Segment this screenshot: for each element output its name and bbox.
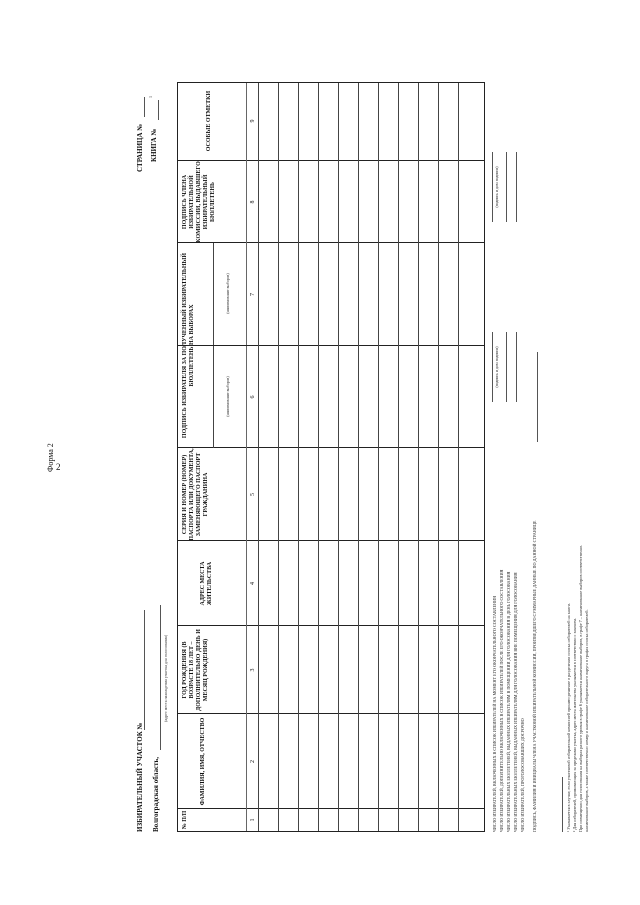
sum-line-d [516,152,517,222]
table-row [358,83,359,831]
region-caption: (адрес места нахождения участка для голосования) [163,634,168,722]
summary-note-3: ЧИСЛО ИЗБИРАТЕЛЬНЫХ БЮЛЛЕТЕНЕЙ, ВЫДАННЫХ ИЗБИРАТЕЛЯМ В ПОМЕЩЕНИИ ДЛЯ ГОЛОСОВАНИЯ В ДЕНЬ ГОЛОСОВАНИЯ [506,571,511,832]
col-header-passport: СЕРИЯ И НОМЕР (НОМЕР) ПАСПОРТА ИЛИ ДОКУМЕНТА, ЗАМЕНЯЮЩЕГО ПАСПОРТ ГРАЖДАНИНА [182,448,209,541]
table-row [458,83,459,831]
region-address-line [160,605,161,750]
col-header-name: ФАМИЛИЯ, ИМЯ, ОТЧЕСТВО [200,717,206,806]
footnote-3: При совмещении дня голосования на выборах разного уровня в графе 6 указывается наименование выборов, в графе 7 – наименование выборов соответственно. [578,544,583,832]
table-row [318,83,319,831]
sign-line-2 [492,152,493,222]
table-row [438,83,439,831]
col-header-member-signature: ПОДПИСЬ ЧЛЕНА ИЗБИРАТЕЛЬНОЙ КОМИССИИ, ВЫДАВШЕГО ИЗБИРАТЕЛЬНЫЙ БЮЛЛЕТЕНЬ [182,161,216,243]
summary-signature-line [537,352,538,442]
col-num-1: 1 [250,818,256,822]
district-label: ИЗБИРАТЕЛЬНЫЙ УЧАСТОК № [136,722,144,832]
col-header-notes: ОСОБЫЕ ОТМЕТКИ [206,90,212,152]
col-num-7: 7 [250,293,256,296]
col-num-2: 2 [250,760,256,763]
subcol-caption-2: (наименование выборов) [226,273,230,314]
region-label: Волгоградская область, [152,757,160,832]
col-header-voter-signature: ПОДПИСЬ ИЗБИРАТЕЛЯ ЗА ПОЛУЧЕННЫЙ ИЗБИРАТЕЛЬНЫЙ БЮЛЛЕТЕНЬ НА ВЫБОРАХ [182,252,195,439]
col-header-birth: ГОД РОЖДЕНИЯ (В ВОЗРАСТЕ 18 ЛЕТ – ДОПОЛНИТЕЛЬНО ДЕНЬ И МЕСЯЦ РОЖДЕНИЯ) [182,629,209,711]
page-label: СТРАНИЦА № [136,123,144,172]
voter-table [177,82,485,832]
sum-line-a [506,332,507,402]
col-header-address: АДРЕС МЕСТА ЖИТЕЛЬСТВА [200,561,213,606]
table-row [338,83,339,831]
subcol-caption-1: (наименование выборов) [226,376,230,417]
sum-line-c [516,332,517,402]
col-num-4: 4 [250,582,256,585]
page-number: 2 [56,462,61,472]
table-row [378,83,379,831]
sign-line-1 [492,332,493,402]
sign-caption-1: (подпись и дата подписи) [495,346,499,388]
summary-note-2: ЧИСЛО ИЗБИРАТЕЛЕЙ, ДОПОЛНИТЕЛЬНО ВКЛЮЧЕННЫХ В СПИСОК ИЗБИРАТЕЛЕЙ ПОСЛЕ ЕГО ОКОНЧАТЕЛЬНОГО СОСТАВЛЕНИЯ [499,569,504,832]
table-row [418,83,419,831]
voter-list-sheet [40,42,600,862]
book-superscript: 1 [148,96,153,98]
col-num-9: 9 [250,119,256,123]
form-label: Форма 2 [46,443,55,472]
footnote-separator [562,777,563,832]
district-number-line [144,610,145,730]
col-num-3: 3 [250,668,256,672]
table-row [398,83,399,831]
col-num-6: 6 [250,395,256,399]
col-num-8: 8 [250,200,256,204]
page-number-line [144,97,145,117]
summary-note-5: ЧИСЛО ИЗБИРАТЕЛЕЙ, ПРОГОЛОСОВАВШИХ ДОСРОЧНО [520,718,525,832]
book-number-line [158,100,159,120]
sum-line-b [506,152,507,222]
book-label: КНИГА № [150,128,158,162]
footnote-2: ² Для избирателей, проживающих за пределами участка, адрес места жительства указывается в соответствии с законом. [572,618,577,832]
table-row [278,83,279,831]
footnote-4: наименование выборов, а также соответственно номер и наименование избирательного округа в графах списка избирателей. [584,609,589,832]
summary-note-1: ЧИСЛО ИЗБИРАТЕЛЕЙ, ВКЛЮЧЕННЫХ В СПИСОК ИЗБИРАТЕЛЕЙ НА МОМЕНТ ЕГО ОКОНЧАТЕЛЬНОГО СОСТАВЛЕНИЯ [492,596,497,832]
summary-note-4: ЧИСЛО ИЗБИРАТЕЛЬНЫХ БЮЛЛЕТЕНЕЙ, ВЫДАННЫХ ИЗБИРАТЕЛЯМ ДЛЯ ГОЛОСОВАНИЯ ВНЕ ПОМЕЩЕНИЯ ДЛЯ ГОЛОСОВАНИЯ [513,572,518,832]
sign-caption-2: (подпись и дата подписи) [495,166,499,208]
footnote-1: ¹ Указывается в случае, если участковой избирательной комиссией принято решение о разделении списка избирателей на книги. [566,602,571,832]
col-header-number: № П/П [182,810,188,830]
table-row [298,83,299,831]
summary-signature-note: ПОДПИСЬ, ФАМИЛИЯ И ИНИЦИАЛЫ ЧЛЕНА УЧАСТКОВОЙ ИЗБИРАТЕЛЬНОЙ КОМИССИИ, ПРОИЗВЕДШЕГО СУММАРНЫЕ ДАННЫЕ ПО ДАННОЙ СТРАНИЦЕ [532,520,537,832]
col-num-5: 5 [250,493,256,496]
